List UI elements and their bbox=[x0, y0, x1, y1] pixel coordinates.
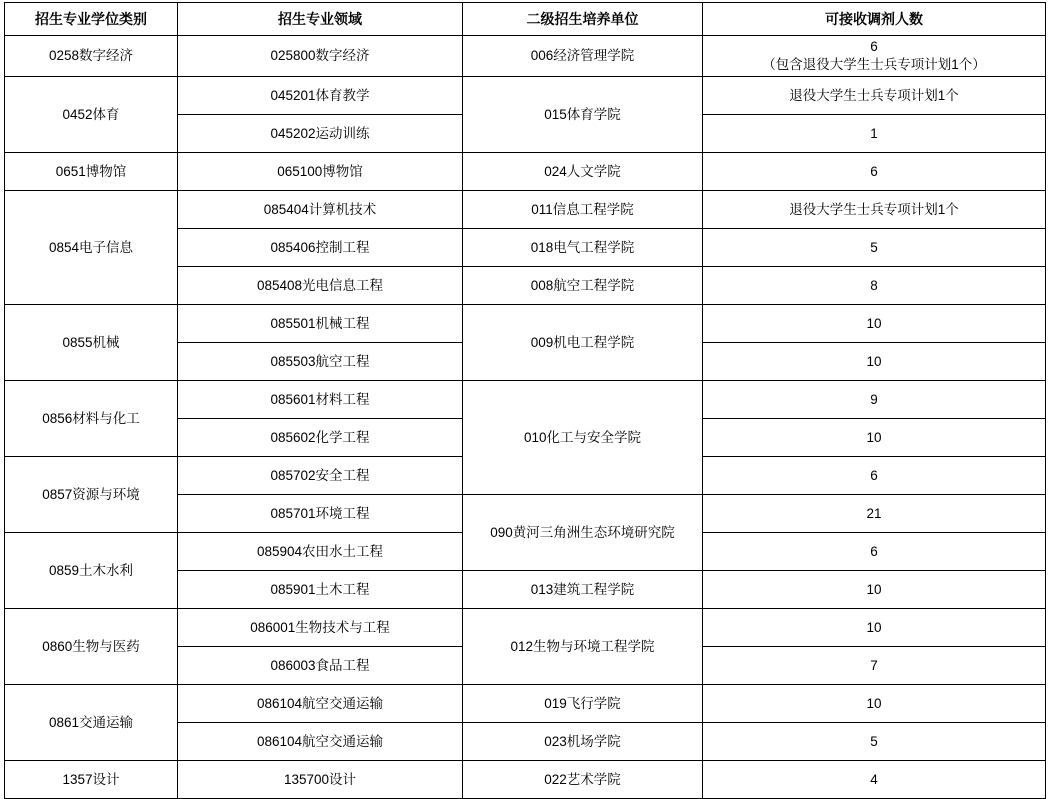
cell-category: 0860生物与医药 bbox=[5, 609, 178, 685]
cell-category: 0854电子信息 bbox=[5, 191, 178, 305]
cell-quota: 9 bbox=[703, 381, 1046, 419]
cell-category: 0855机械 bbox=[5, 305, 178, 381]
cell-field: 085904农田水土工程 bbox=[178, 533, 463, 571]
cell-field: 085501机械工程 bbox=[178, 305, 463, 343]
cell-quota: 21 bbox=[703, 495, 1046, 533]
cell-unit: 013建筑工程学院 bbox=[463, 571, 703, 609]
cell-quota: 10 bbox=[703, 685, 1046, 723]
cell-quota bbox=[703, 36, 1046, 77]
table-row bbox=[5, 153, 1046, 191]
table-header-row bbox=[5, 3, 1046, 36]
cell-quota: 退役大学生士兵专项计划1个 bbox=[703, 77, 1046, 115]
cell-unit: 090黄河三角洲生态环境研究院 bbox=[463, 495, 703, 571]
cell-category: 0859土木水利 bbox=[5, 533, 178, 609]
table-row bbox=[5, 761, 1046, 799]
cell-field: 085602化学工程 bbox=[178, 419, 463, 457]
table-body bbox=[5, 36, 1046, 799]
cell-category: 0258数字经济 bbox=[5, 36, 178, 77]
table-row bbox=[5, 77, 1046, 115]
cell-field: 086104航空交通运输 bbox=[178, 723, 463, 761]
cell-quota: 6 bbox=[703, 457, 1046, 495]
cell-field: 085503航空工程 bbox=[178, 343, 463, 381]
cell-unit: 006经济管理学院 bbox=[463, 36, 703, 77]
table-row bbox=[5, 305, 1046, 343]
cell-field: 086003食品工程 bbox=[178, 647, 463, 685]
cell-category: 0856材料与化工 bbox=[5, 381, 178, 457]
cell-unit: 010化工与安全学院 bbox=[463, 381, 703, 495]
cell-unit: 024人文学院 bbox=[463, 153, 703, 191]
cell-quota: 10 bbox=[703, 305, 1046, 343]
cell-unit: 009机电工程学院 bbox=[463, 305, 703, 381]
quota-note-line: （包含退役大学生士兵专项计划1个） bbox=[762, 57, 986, 73]
cell-quota: 5 bbox=[703, 229, 1046, 267]
cell-field: 085601材料工程 bbox=[178, 381, 463, 419]
cell-field: 065100博物馆 bbox=[178, 153, 463, 191]
cell-field: 045202运动训练 bbox=[178, 115, 463, 153]
table-row bbox=[5, 381, 1046, 419]
table-row bbox=[5, 191, 1046, 229]
cell-unit: 023机场学院 bbox=[463, 723, 703, 761]
cell-field: 086104航空交通运输 bbox=[178, 685, 463, 723]
cell-quota: 退役大学生士兵专项计划1个 bbox=[703, 191, 1046, 229]
cell-unit: 015体育学院 bbox=[463, 77, 703, 153]
admissions-quota-table bbox=[4, 2, 1046, 799]
cell-quota: 1 bbox=[703, 115, 1046, 153]
cell-unit: 012生物与环境工程学院 bbox=[463, 609, 703, 685]
cell-field: 085701环境工程 bbox=[178, 495, 463, 533]
cell-quota: 10 bbox=[703, 343, 1046, 381]
cell-quota: 6 bbox=[703, 153, 1046, 191]
cell-category: 0857资源与环境 bbox=[5, 457, 178, 533]
table-row bbox=[5, 685, 1046, 723]
cell-field: 085702安全工程 bbox=[178, 457, 463, 495]
cell-category: 0452体育 bbox=[5, 77, 178, 153]
column-header-unit: 二级招生培养单位 bbox=[463, 3, 703, 36]
table-row bbox=[5, 609, 1046, 647]
column-header-quota: 可接收调剂人数 bbox=[703, 3, 1046, 36]
cell-quota: 8 bbox=[703, 267, 1046, 305]
cell-category: 0861交通运输 bbox=[5, 685, 178, 761]
cell-field: 085901土木工程 bbox=[178, 571, 463, 609]
column-header-field: 招生专业领域 bbox=[178, 3, 463, 36]
cell-field: 086001生物技术与工程 bbox=[178, 609, 463, 647]
cell-quota: 10 bbox=[703, 609, 1046, 647]
cell-category: 0651博物馆 bbox=[5, 153, 178, 191]
cell-quota: 6 bbox=[703, 533, 1046, 571]
cell-unit: 008航空工程学院 bbox=[463, 267, 703, 305]
cell-quota: 7 bbox=[703, 647, 1046, 685]
cell-field: 085408光电信息工程 bbox=[178, 267, 463, 305]
cell-unit: 022艺术学院 bbox=[463, 761, 703, 799]
cell-field: 135700设计 bbox=[178, 761, 463, 799]
cell-unit: 011信息工程学院 bbox=[463, 191, 703, 229]
quota-line: 6 bbox=[870, 39, 878, 54]
cell-field: 025800数字经济 bbox=[178, 36, 463, 77]
cell-field: 085404计算机技术 bbox=[178, 191, 463, 229]
cell-field: 045201体育教学 bbox=[178, 77, 463, 115]
column-header-category: 招生专业学位类别 bbox=[5, 3, 178, 36]
cell-category: 1357设计 bbox=[5, 761, 178, 799]
cell-unit: 018电气工程学院 bbox=[463, 229, 703, 267]
cell-field: 085406控制工程 bbox=[178, 229, 463, 267]
cell-quota: 5 bbox=[703, 723, 1046, 761]
cell-quota: 10 bbox=[703, 571, 1046, 609]
cell-quota: 4 bbox=[703, 761, 1046, 799]
table-row bbox=[5, 36, 1046, 77]
cell-quota: 10 bbox=[703, 419, 1046, 457]
cell-unit: 019飞行学院 bbox=[463, 685, 703, 723]
